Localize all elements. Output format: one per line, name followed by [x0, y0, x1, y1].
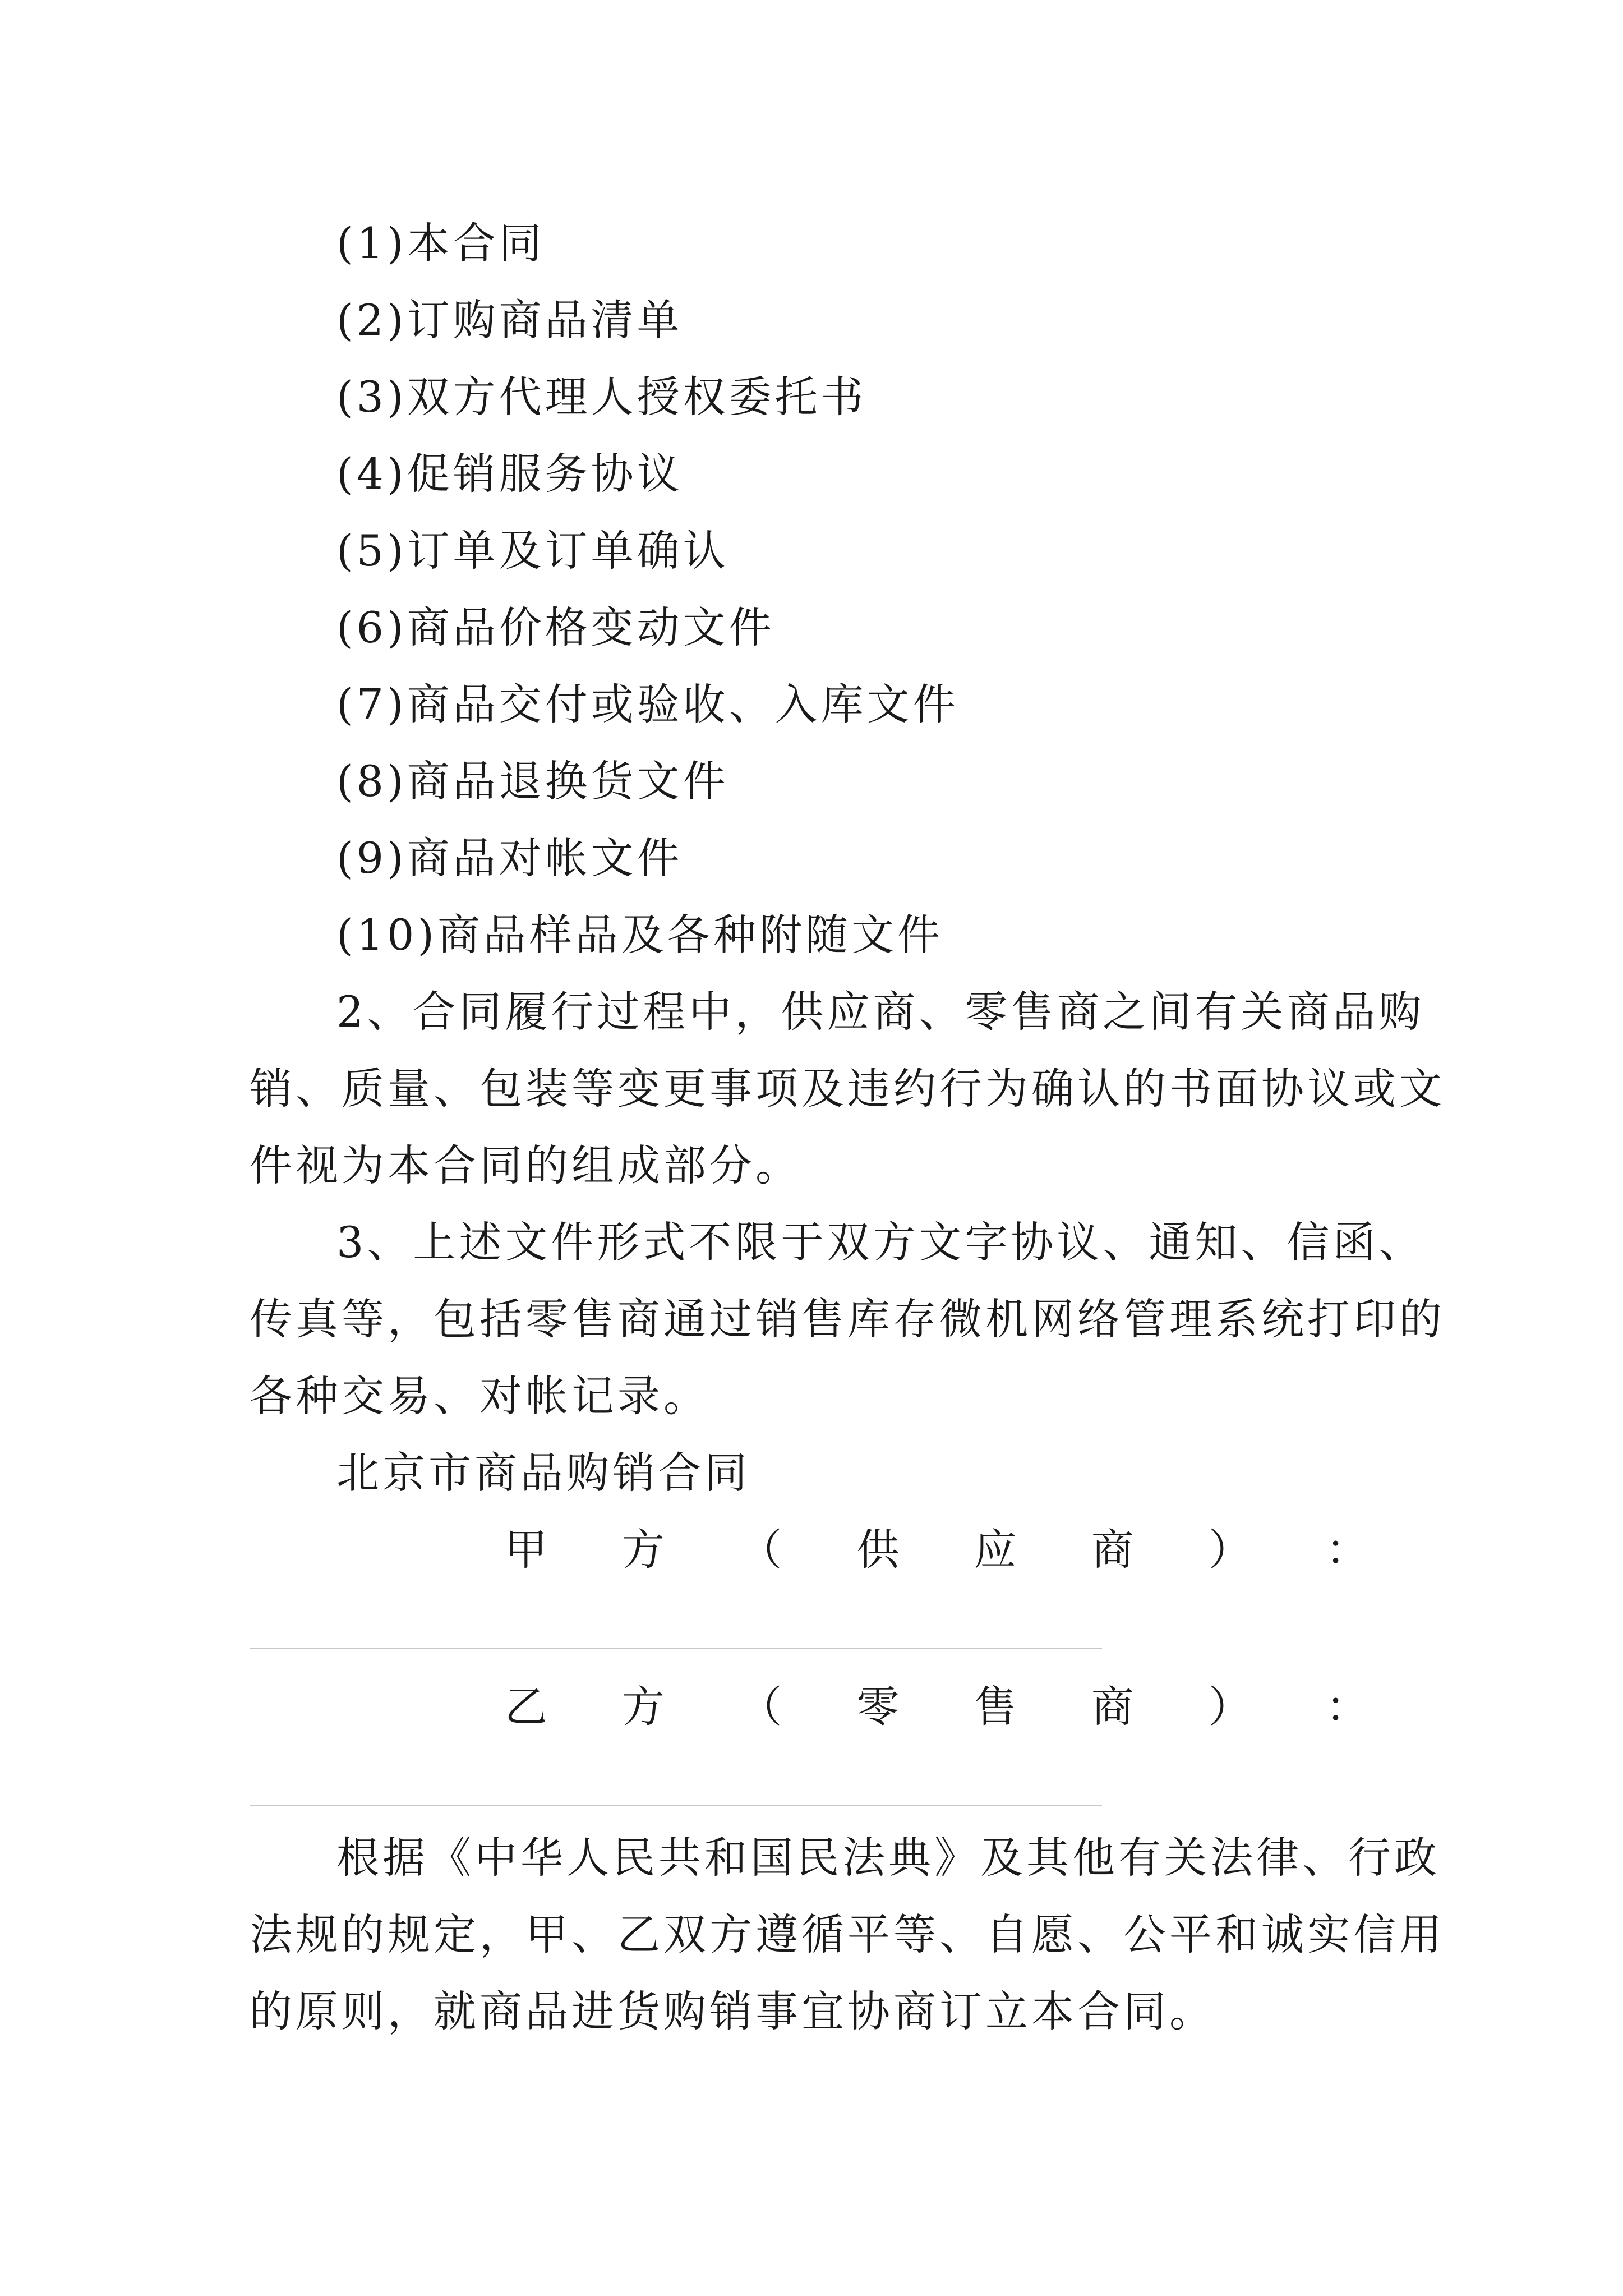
party-b-char: 售 — [974, 1682, 1017, 1732]
clause-2-line-2: 销、质量、包装等变更事项及违约行为确认的书面协议或文 — [250, 1064, 1445, 1114]
clause-3-line-2: 传真等，包括零售商通过销售库存微机网络管理系统打印的 — [250, 1294, 1445, 1344]
party-a-char: ） — [1208, 1525, 1251, 1575]
party-a-char: 方 — [622, 1525, 665, 1575]
list-item: (8)商品退换货文件 — [336, 756, 729, 806]
preamble-line-3: 的原则，就商品进货购销事宜协商订立本合同。 — [250, 1986, 1215, 2036]
party-b-char: 方 — [622, 1682, 665, 1732]
list-item: (5)订单及订单确认 — [336, 526, 729, 576]
contract-title: 北京市商品购销合同 — [336, 1448, 750, 1498]
list-item: (3)双方代理人授权委托书 — [336, 372, 867, 422]
list-item: (9)商品对帐文件 — [336, 833, 683, 883]
clause-3-line-1: 3、上述文件形式不限于双方文字协议、通知、信函、 — [336, 1217, 1425, 1267]
party-b-blank-line — [250, 1805, 1102, 1806]
party-a-char: ： — [1325, 1525, 1368, 1575]
clause-3-line-3: 各种交易、对帐记录。 — [250, 1371, 709, 1421]
list-item: (2)订购商品清单 — [336, 295, 683, 345]
party-b-label — [505, 1679, 1368, 1735]
party-a-char: 甲 — [505, 1525, 547, 1575]
party-b-char: 乙 — [505, 1682, 547, 1732]
list-item: (1)本合同 — [336, 218, 545, 268]
party-a-label — [505, 1522, 1368, 1578]
list-item: (7)商品交付或验收、入库文件 — [336, 679, 959, 729]
party-b-char: ： — [1325, 1682, 1368, 1732]
party-a-char: 供 — [856, 1525, 900, 1575]
party-b-char: 零 — [856, 1682, 900, 1732]
clause-2-line-1: 2、合同履行过程中，供应商、零售商之间有关商品购 — [336, 987, 1425, 1037]
party-a-blank-line — [250, 1648, 1102, 1649]
party-b-char: ） — [1208, 1682, 1251, 1732]
clause-2-line-3: 件视为本合同的组成部分。 — [250, 1140, 801, 1190]
list-item: (6)商品价格变动文件 — [336, 602, 775, 652]
preamble-line-2: 法规的规定，甲、乙双方遵循平等、自愿、公平和诚实信用 — [250, 1910, 1445, 1959]
party-a-char: 应 — [974, 1525, 1017, 1575]
party-b-char: （ — [739, 1682, 782, 1732]
preamble-line-1: 根据《中华人民共和国民法典》及其他有关法律、行政 — [336, 1833, 1440, 1883]
party-b-char: 商 — [1091, 1682, 1134, 1732]
list-item: (10)商品样品及各种附随文件 — [336, 910, 944, 960]
list-item: (4)促销服务协议 — [336, 449, 683, 499]
party-a-char: 商 — [1091, 1525, 1134, 1575]
party-a-char: （ — [739, 1525, 782, 1575]
